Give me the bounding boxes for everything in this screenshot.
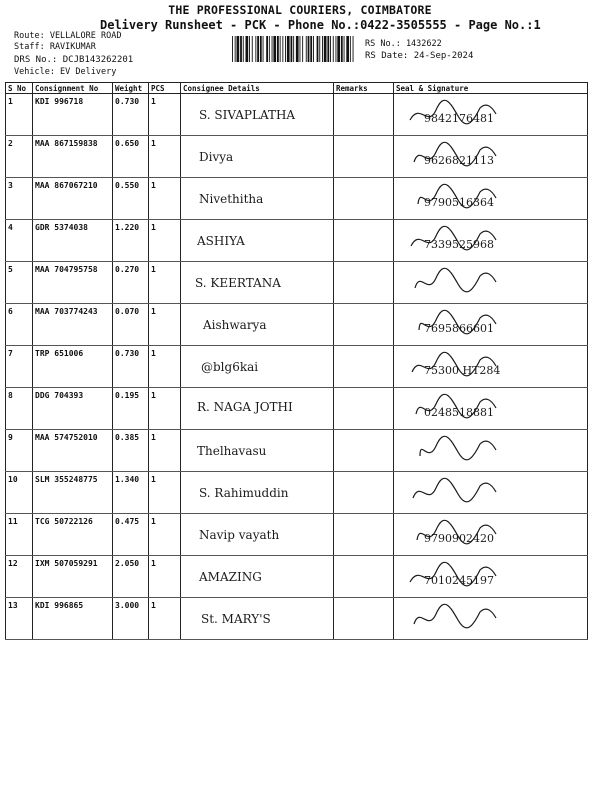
row-pcs: 1 (149, 262, 181, 304)
row-consignment-no: SLM 355248775 (33, 472, 113, 514)
row-consignment-no: IXM 507059291 (33, 556, 113, 598)
signature-phone-number: 9626821113 (424, 154, 494, 167)
row-remarks (334, 346, 394, 388)
row-consignee-cell (181, 388, 334, 430)
signature-phone-number: 9790902420 (424, 532, 494, 545)
table-row (6, 598, 588, 640)
row-consignment-no: MAA 867067210 (33, 178, 113, 220)
table-row (6, 262, 588, 304)
table-row (6, 346, 588, 388)
row-pcs: 1 (149, 556, 181, 598)
rs-number: RS No.: 1432622 (365, 39, 442, 49)
signature-phone-number: 75300 HT284 (424, 364, 501, 377)
row-consignment-no: TRP 651006 (33, 346, 113, 388)
row-sno: 6 (6, 304, 33, 346)
signature-scribble (406, 602, 566, 636)
row-weight: 1.220 (113, 220, 149, 262)
consignee-handwriting: S. KEERTANA (195, 276, 281, 290)
col-seal-signature: Seal & Signature (394, 83, 588, 94)
row-seal-signature-cell (394, 262, 588, 304)
runsheet-subtitle: Delivery Runsheet - PCK - Phone No.:0422-3505555 - Page No.:1 (100, 18, 541, 32)
consignee-handwriting: Nivethitha (199, 192, 264, 206)
col-consignment: Consignment No (33, 83, 113, 94)
consignee-handwriting: ASHIYA (197, 234, 245, 248)
table-row (6, 178, 588, 220)
table-row (6, 472, 588, 514)
table-row (6, 430, 588, 472)
row-sno: 1 (6, 94, 33, 136)
consignee-handwriting: S. Rahimuddin (199, 486, 289, 500)
row-pcs: 1 (149, 136, 181, 178)
row-remarks (334, 514, 394, 556)
row-seal-signature-cell (394, 472, 588, 514)
row-seal-signature-cell (394, 598, 588, 640)
col-consignee: Consignee Details (181, 83, 334, 94)
row-weight: 0.475 (113, 514, 149, 556)
consignee-handwriting: AMAZING (199, 570, 262, 584)
row-consignee-cell (181, 94, 334, 136)
row-sno: 3 (6, 178, 33, 220)
signature-scribble (406, 266, 566, 300)
row-consignment-no: MAA 703774243 (33, 304, 113, 346)
row-remarks (334, 178, 394, 220)
row-weight: 3.000 (113, 598, 149, 640)
row-seal-signature-cell (394, 220, 588, 262)
row-consignment-no: MAA 867159838 (33, 136, 113, 178)
row-sno: 5 (6, 262, 33, 304)
drs-number: DRS No.: DCJB143262201 (14, 55, 134, 65)
row-remarks (334, 94, 394, 136)
vehicle-label: Vehicle: EV Delivery (14, 67, 117, 77)
row-weight: 0.385 (113, 430, 149, 472)
row-weight: 0.270 (113, 262, 149, 304)
row-pcs: 1 (149, 178, 181, 220)
row-remarks (334, 262, 394, 304)
table-row (6, 94, 588, 136)
row-weight: 0.550 (113, 178, 149, 220)
row-consignee-cell (181, 472, 334, 514)
row-sno: 11 (6, 514, 33, 556)
row-consignment-no: TCG 50722126 (33, 514, 113, 556)
row-pcs: 1 (149, 430, 181, 472)
row-remarks (334, 598, 394, 640)
row-remarks (334, 388, 394, 430)
staff-label: Staff: RAVIKUMAR (14, 42, 96, 52)
consignee-handwriting: R. NAGA JOTHI (197, 400, 293, 414)
consignee-handwriting: Navip vayath (199, 528, 280, 542)
row-consignment-no: GDR 5374038 (33, 220, 113, 262)
row-sno: 9 (6, 430, 33, 472)
row-seal-signature-cell (394, 304, 588, 346)
consignee-handwriting: St. MARY'S (201, 612, 271, 626)
table-row (6, 388, 588, 430)
table-row (6, 220, 588, 262)
row-seal-signature-cell (394, 178, 588, 220)
col-sno: S No (6, 83, 33, 94)
consignee-handwriting: Divya (199, 150, 234, 164)
row-consignee-cell (181, 514, 334, 556)
row-weight: 0.195 (113, 388, 149, 430)
row-remarks (334, 430, 394, 472)
row-sno: 8 (6, 388, 33, 430)
signature-scribble (406, 476, 566, 510)
row-consignee-cell (181, 430, 334, 472)
runsheet-table (5, 82, 588, 640)
row-sno: 2 (6, 136, 33, 178)
table-row (6, 514, 588, 556)
signature-phone-number: 9842176481 (424, 112, 494, 125)
table-row (6, 136, 588, 178)
row-pcs: 1 (149, 94, 181, 136)
row-consignee-cell (181, 556, 334, 598)
row-seal-signature-cell (394, 94, 588, 136)
row-pcs: 1 (149, 598, 181, 640)
row-consignment-no: KDI 996718 (33, 94, 113, 136)
row-weight: 0.650 (113, 136, 149, 178)
row-pcs: 1 (149, 220, 181, 262)
consignee-handwriting: Aishwarya (203, 318, 267, 332)
row-pcs: 1 (149, 304, 181, 346)
row-sno: 4 (6, 220, 33, 262)
row-consignment-no: MAA 574752010 (33, 430, 113, 472)
row-pcs: 1 (149, 346, 181, 388)
table-row (6, 556, 588, 598)
row-consignee-cell (181, 178, 334, 220)
row-weight: 2.050 (113, 556, 149, 598)
row-weight: 0.070 (113, 304, 149, 346)
row-consignee-cell (181, 598, 334, 640)
col-weight: Weight (113, 83, 149, 94)
row-sno: 12 (6, 556, 33, 598)
signature-phone-number: 7339525968 (424, 238, 494, 251)
col-remarks: Remarks (334, 83, 394, 94)
row-sno: 13 (6, 598, 33, 640)
row-seal-signature-cell (394, 430, 588, 472)
signature-phone-number: 7695866601 (424, 322, 494, 335)
row-remarks (334, 220, 394, 262)
barcode-image (232, 36, 354, 62)
row-consignee-cell (181, 304, 334, 346)
signature-phone-number: 9790516364 (424, 196, 494, 209)
table-row (6, 304, 588, 346)
row-seal-signature-cell (394, 346, 588, 388)
row-remarks (334, 556, 394, 598)
row-weight: 0.730 (113, 346, 149, 388)
consignee-handwriting: Thelhavasu (197, 444, 267, 458)
row-consignment-no: DDG 704393 (33, 388, 113, 430)
consignee-handwriting: @blg6kai (201, 360, 259, 374)
signature-phone-number: 0248518881 (424, 406, 494, 419)
col-pcs: PCS (149, 83, 181, 94)
row-weight: 1.340 (113, 472, 149, 514)
row-remarks (334, 472, 394, 514)
row-weight: 0.730 (113, 94, 149, 136)
row-remarks (334, 136, 394, 178)
company-title: THE PROFESSIONAL COURIERS, COIMBATORE (168, 3, 432, 17)
route-label: Route: VELLALORE ROAD (14, 31, 122, 41)
signature-scribble (406, 434, 566, 468)
row-remarks (334, 304, 394, 346)
row-consignment-no: MAA 704795758 (33, 262, 113, 304)
row-pcs: 1 (149, 388, 181, 430)
row-consignee-cell (181, 262, 334, 304)
row-pcs: 1 (149, 472, 181, 514)
row-consignee-cell (181, 220, 334, 262)
row-consignee-cell (181, 346, 334, 388)
table-header-row (6, 83, 588, 94)
row-seal-signature-cell (394, 136, 588, 178)
row-seal-signature-cell (394, 388, 588, 430)
row-seal-signature-cell (394, 514, 588, 556)
rs-date: RS Date: 24-Sep-2024 (365, 51, 474, 61)
row-seal-signature-cell (394, 556, 588, 598)
row-sno: 7 (6, 346, 33, 388)
consignee-handwriting: S. SIVAPLATHA (199, 108, 296, 122)
signature-phone-number: 7010245197 (424, 574, 494, 587)
row-pcs: 1 (149, 514, 181, 556)
row-consignment-no: KDI 996865 (33, 598, 113, 640)
row-consignee-cell (181, 136, 334, 178)
row-sno: 10 (6, 472, 33, 514)
